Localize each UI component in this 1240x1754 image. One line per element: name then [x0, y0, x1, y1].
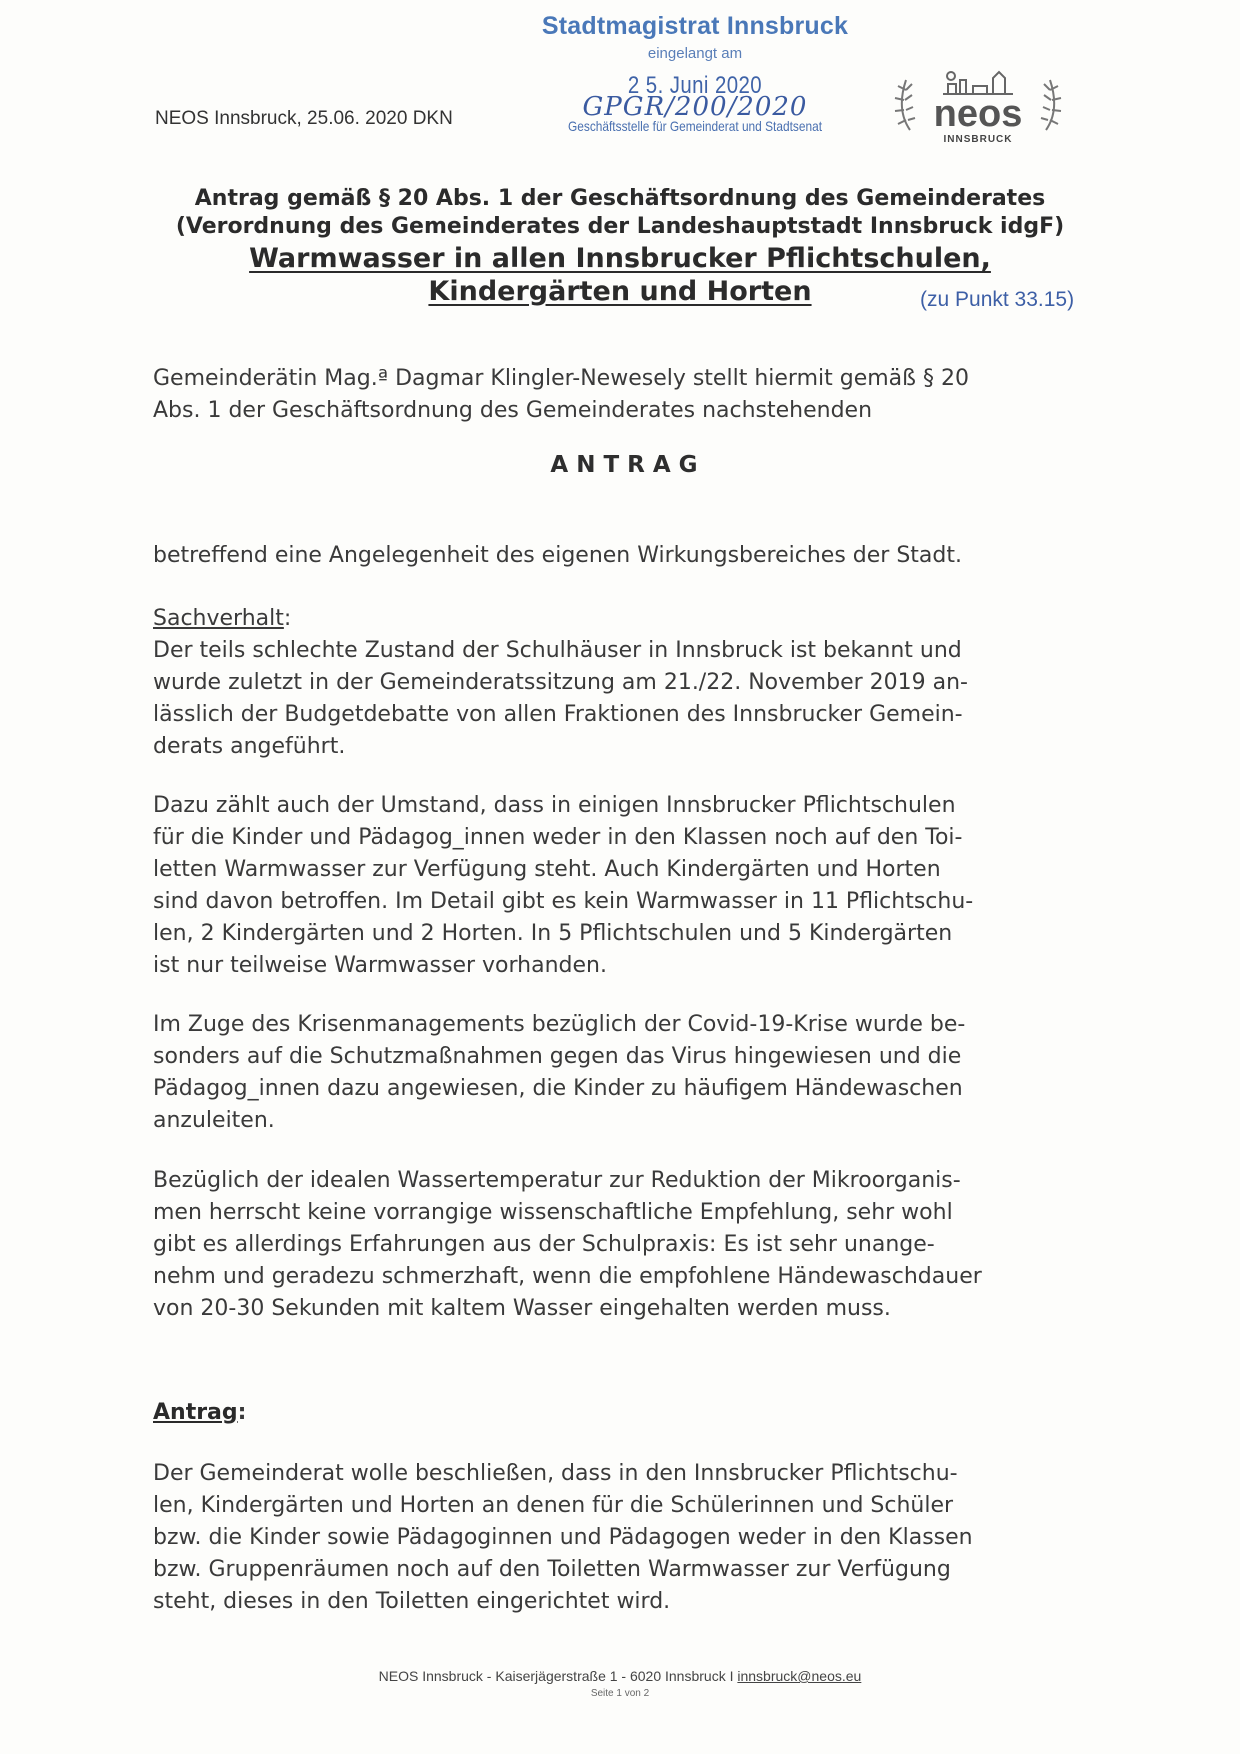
text-line: Dazu zählt auch der Umstand, dass in einigen Innsbrucker Pflichtschulen: [153, 793, 956, 818]
text-line: derats angeführt.: [153, 734, 346, 759]
title-line-1: Antrag gemäß § 20 Abs. 1 der Geschäftsordnung des Gemeinderates: [194, 186, 1046, 211]
text-line: sind davon betroffen. Im Detail gibt es kein Warmwasser in 11 Pflichtschu-: [153, 889, 974, 914]
text-line: Der Gemeinderat wolle beschließen, dass in den Innsbrucker Pflichtschu-: [153, 1461, 958, 1486]
antrag-label-text: Antrag: [153, 1400, 238, 1425]
intro-line: Gemeinderätin Mag.ª Dagmar Klingler-Newesely stellt hiermit gemäß § 20: [153, 366, 969, 391]
sachverhalt-paragraph-3: [153, 1009, 1103, 1137]
neos-logo: [888, 60, 1068, 148]
stamp-subtitle: eingelangt am: [647, 45, 743, 62]
stamp-title: Stadtmagistrat Innsbruck: [541, 12, 849, 40]
text-line: sonders auf die Schutzmaßnahmen gegen das Virus hingewiesen und die: [153, 1044, 962, 1069]
footer-address: [130, 1668, 1110, 1684]
agenda-reference: (zu Punkt 33.15): [920, 288, 1075, 311]
logo-wordmark: neos: [933, 93, 1023, 135]
skyline-icon: [943, 72, 1013, 94]
text-line: gibt es allerdings Erfahrungen aus der Schulpraxis: Es ist sehr unange-: [153, 1232, 935, 1257]
logo-city: INNSBRUCK: [943, 134, 1013, 145]
text-line: für die Kinder und Pädagog_innen weder in den Klassen noch auf den Toi-: [153, 825, 963, 850]
subject-line-2: Kindergärten und Horten: [428, 276, 812, 307]
text-line: Pädagog_innen dazu angewiesen, die Kinder zu häufigem Händewaschen: [153, 1076, 963, 1101]
text-line: len, Kindergärten und Horten an denen für die Schülerinnen und Schüler: [153, 1493, 954, 1518]
text-line: bzw. die Kinder sowie Pädagoginnen und Pädagogen weder in den Klassen: [153, 1525, 973, 1550]
sachverhalt-label: Sachverhalt:: [153, 606, 292, 631]
title-line-2: (Verordnung des Gemeinderates der Landeshauptstadt Innsbruck idgF): [175, 214, 1065, 239]
footer-address-text: NEOS Innsbruck - Kaiserjägerstraße 1 - 6020 Innsbruck I: [378, 1668, 734, 1684]
stamp-date: 2 5. Juni 2020: [627, 72, 763, 99]
laurel-right-icon: [1041, 80, 1061, 130]
document-title: [130, 185, 1110, 241]
text-line: lässlich der Budgetdebatte von allen Fraktionen des Innsbrucker Gemein-: [153, 702, 963, 727]
text-line: letten Warmwasser zur Verfügung steht. Auch Kindergärten und Horten: [153, 857, 941, 882]
sachverhalt-paragraph-2: [153, 790, 1103, 982]
text-line: Bezüglich der idealen Wassertemperatur zur Reduktion der Mikroorganis-: [153, 1168, 961, 1193]
text-line: len, 2 Kindergärten und 2 Horten. In 5 Pflichtschulen und 5 Kindergärten: [153, 921, 953, 946]
stamp-office: Geschäftsstelle für Gemeinderat und Stadtsenat: [567, 118, 823, 134]
sachverhalt-paragraph-4: [153, 1165, 1103, 1325]
sachverhalt-label-text: Sachverhalt: [153, 606, 284, 631]
text-line: men herrscht keine vorrangige wissenschaftliche Empfehlung, sehr wohl: [153, 1200, 953, 1225]
subject-line: betreffend eine Angelegenheit des eigenen Wirkungsbereiches der Stadt.: [153, 543, 962, 568]
text-line: Der teils schlechte Zustand der Schulhäuser in Innsbruck ist bekannt und: [153, 638, 962, 663]
text-line: wurde zuletzt in der Gemeinderatssitzung am 21./22. November 2019 an-: [153, 670, 968, 695]
subject-line-1: Warmwasser in allen Innsbrucker Pflichtschulen,: [249, 243, 991, 274]
intro-paragraph: [153, 363, 1103, 427]
antrag-label: Antrag:: [153, 1400, 247, 1425]
stamp-reference: GPGR/200/2020: [582, 92, 808, 122]
sachverhalt-paragraph-1: [153, 635, 1103, 763]
footer-email-link[interactable]: innsbruck@neos.eu: [737, 1668, 862, 1684]
receipt-stamp: [530, 12, 860, 134]
text-line: bzw. Gruppenräumen noch auf den Toiletten Warmwasser zur Verfügung: [153, 1557, 951, 1582]
intro-line: Abs. 1 der Geschäftsordnung des Gemeinderates nachstehenden: [153, 398, 873, 423]
text-line: ist nur teilweise Warmwasser vorhanden.: [153, 953, 607, 978]
antrag-paragraph: [153, 1458, 1103, 1618]
sender-line: NEOS Innsbruck, 25.06. 2020 DKN: [155, 108, 453, 129]
page-number: Seite 1 von 2: [590, 1688, 650, 1699]
text-line: anzuleiten.: [153, 1108, 275, 1133]
antrag-heading: ANTRAG: [550, 452, 706, 478]
text-line: Im Zuge des Krisenmanagements bezüglich der Covid-19-Krise wurde be-: [153, 1012, 966, 1037]
text-line: nehm und geradezu schmerzhaft, wenn die empfohlene Händewaschdauer: [153, 1264, 982, 1289]
text-line: steht, dieses in den Toiletten eingerichtet wird.: [153, 1589, 671, 1614]
laurel-left-icon: [895, 80, 915, 130]
text-line: von 20-30 Sekunden mit kaltem Wasser eingehalten werden muss.: [153, 1296, 891, 1321]
